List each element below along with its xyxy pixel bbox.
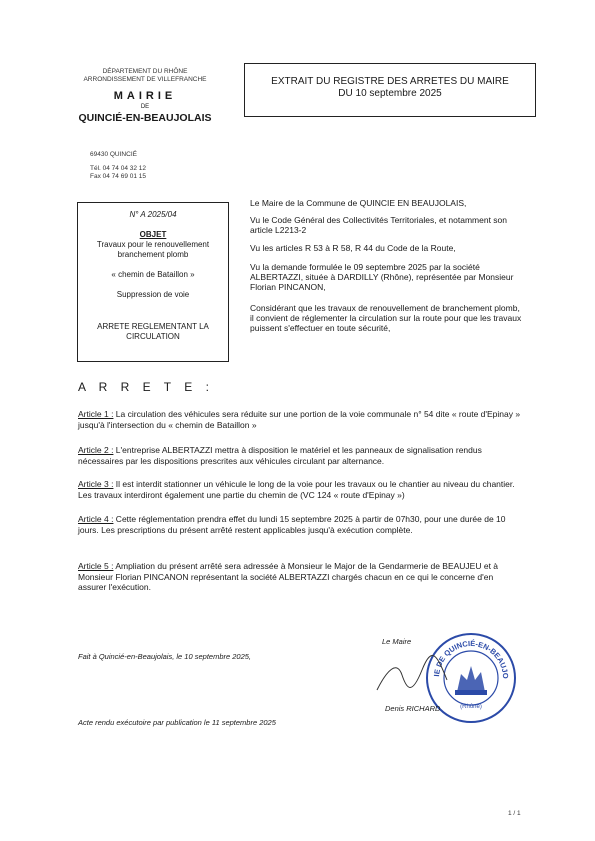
- register-title: EXTRAIT DU REGISTRE DES ARRETES DU MAIRE: [271, 76, 509, 87]
- commune-name: QUINCIÉ-EN-BEAUJOLAIS: [78, 112, 212, 124]
- du-line: DE: [140, 104, 150, 110]
- article-text: Cette réglementation prendra effet du lundi 15 septembre 2025 à partir de 07h30, pour une durée de 10 jours. Les prescriptions du présent arrêté restent applicables jusqu'à exécution complète.: [78, 514, 506, 535]
- article-1: [78, 409, 523, 430]
- preamble-code-route: Vu les articles R 53 à R 58, R 44 du Code de la Route,: [250, 243, 456, 253]
- measure-text: Suppression de voie: [116, 290, 190, 299]
- article-5: [78, 561, 523, 593]
- contact-block: [90, 151, 210, 181]
- article-label: Article 2 :: [78, 445, 114, 455]
- register-date: DU 10 septembre 2025: [338, 88, 442, 99]
- article-label: Article 1 :: [78, 409, 114, 419]
- phone-number: Tél. 04 74 04 32 12: [90, 165, 147, 172]
- fax-number: Fax 04 74 69 01 15: [90, 173, 147, 180]
- article-label: Article 5 :: [78, 561, 114, 571]
- summary-box: [77, 202, 229, 362]
- article-2: [78, 445, 523, 466]
- preamble-request: Vu la demande formulée le 09 septembre 2025 par la société ALBERTAZZI, située à DARDILLY (Rhône), représentée par Monsieur Florian PINCANON,: [250, 262, 514, 292]
- article-label: Article 4 :: [78, 514, 114, 524]
- article-4: [78, 514, 523, 535]
- publication-line: Acte rendu exécutoire par publication le 11 septembre 2025: [78, 718, 276, 727]
- preamble-mayor: Le Maire de la Commune de QUINCIE EN BEAUJOLAIS,: [250, 198, 467, 208]
- le-maire-label: Le Maire: [382, 637, 412, 646]
- arrete-number: N° A 2025/04: [129, 210, 177, 219]
- preamble-considerant: Considérant que les travaux de renouvellement de branchement plomb, il convient de réglementer la circulation sur la route pour que les travaux puissent s'effectuer en toute sécurité,: [250, 303, 522, 333]
- register-title-box: [244, 63, 536, 117]
- article-text: Il est interdit stationner un véhicule le long de la voie pour les travaux ou le chantier au niveau du chantier. Les travaux interdiront également une partie du chemin de (VC 124 « route d'Epinay »): [78, 479, 515, 500]
- department-line: DÉPARTEMENT DU RHÔNE: [102, 68, 188, 75]
- article-text: La circulation des véhicules sera réduite sur une portion de la voie communale n° 54 dite « route d'Epinay » jusqu'à l'intersection du « chemin de Bataillon »: [78, 409, 521, 430]
- preamble-cgct: Vu le Code Général des Collectivités Territoriales, et notamment son article L2213-2: [250, 215, 508, 235]
- article-label: Article 3 :: [78, 479, 114, 489]
- fait-a-line: Fait à Quincié-en-Beaujolais, le 10 septembre 2025,: [78, 652, 252, 661]
- arrete-heading: A R R E T E :: [78, 380, 214, 394]
- location-text: « chemin de Bataillon »: [111, 270, 195, 279]
- maire-name: Denis RICHARD: [385, 704, 441, 713]
- article-text: Ampliation du présent arrêté sera adressée à Monsieur le Major de la Gendarmerie de BEAUJEU et à Monsieur Florian PINCANON représentant la société ALBERTAZZI chargés chacun en ce qui le concerne d'en assurer l'exécution.: [78, 561, 499, 592]
- page-number: 1 / 1: [508, 810, 521, 817]
- signature-image: [372, 650, 452, 700]
- arrondissement-line: ARRONDISSEMENT DE VILLEFRANCHE: [83, 76, 207, 83]
- objet-label: OBJET: [139, 230, 167, 239]
- article-3: [78, 479, 523, 500]
- municipality-header: [60, 68, 230, 124]
- postal-address: 69430 QUINCIÉ: [90, 151, 137, 158]
- stamp-top-text: IE DE QUINCIÉ-EN-BEAUJO: [432, 638, 511, 679]
- arrete-type: ARRETE REGLEMENTANT LA CIRCULATION: [97, 322, 209, 341]
- mairie-title: MAIRIE: [113, 90, 177, 102]
- article-text: L'entreprise ALBERTAZZI mettra à disposition le matériel et les panneaux de signalisation rendus nécessaires par les dispositions prescrites aux véhicules circulant par alternance.: [78, 445, 482, 466]
- objet-text: Travaux pour le renouvellement branchement plomb: [96, 240, 210, 259]
- stamp-bottom-text: (Rhône): [460, 704, 482, 710]
